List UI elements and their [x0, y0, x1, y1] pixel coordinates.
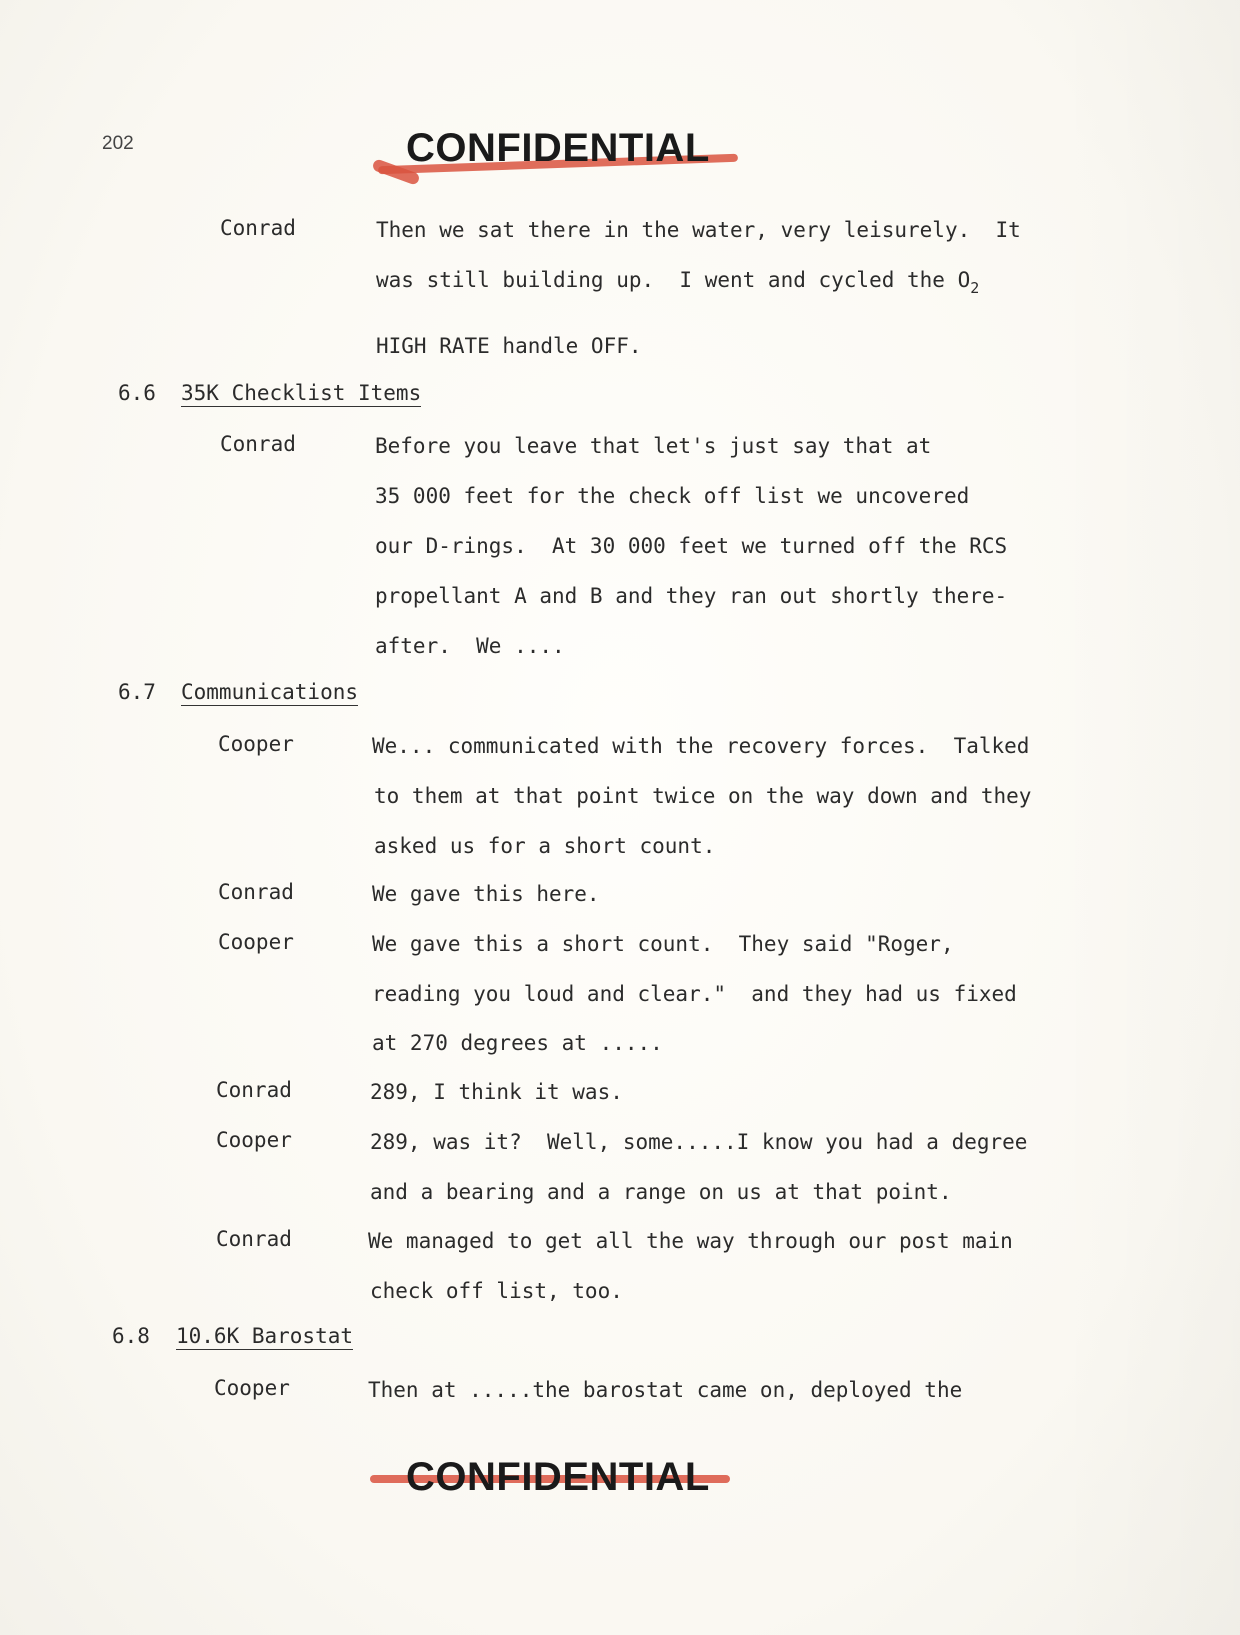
section-number: 6.8 — [112, 1324, 150, 1348]
transcript-line: 35 000 feet for the check off list we uncovered — [375, 484, 970, 508]
speaker-name: Cooper — [218, 732, 294, 756]
speaker-name: Cooper — [216, 1128, 292, 1152]
speaker-name: Conrad — [220, 432, 296, 456]
transcript-line: our D-rings. At 30 000 feet we turned off the RCS — [375, 534, 1008, 558]
section-number: 6.6 — [118, 381, 156, 405]
speaker-name: Conrad — [220, 216, 296, 240]
transcript-line: We... communicated with the recovery forces. Talked — [372, 734, 1030, 758]
section-title: Communications — [181, 680, 359, 704]
speaker-name: Conrad — [216, 1227, 292, 1251]
transcript-line: was still building up. I went and cycled the $O_2$ — [376, 268, 980, 297]
transcript-line: Then we sat there in the water, very leisurely. It — [376, 218, 1021, 242]
page-shadow — [1050, 0, 1240, 1635]
transcript-line: and a bearing and a range on us at that point. — [370, 1180, 952, 1204]
transcript-line: We gave this here. — [372, 882, 600, 906]
transcript-line: to them at that point twice on the way down and they — [374, 784, 1032, 808]
transcript-line: at 270 degrees at ..... — [372, 1031, 663, 1055]
speaker-name: Cooper — [214, 1376, 290, 1400]
section-title: 10.6K Barostat — [176, 1324, 354, 1348]
section-number: 6.7 — [118, 680, 156, 704]
speaker-name: Conrad — [216, 1078, 292, 1102]
section-title: 35K Checklist Items — [181, 381, 422, 405]
transcript-line: propellant A and B and they ran out shortly there- — [375, 584, 1008, 608]
speaker-name: Cooper — [218, 930, 294, 954]
transcript-line: after. We .... — [375, 634, 565, 658]
transcript-line: Before you leave that let's just say that at — [375, 434, 932, 458]
transcript-line: 289, was it? Well, some.....I know you had a degree — [370, 1130, 1028, 1154]
confidential-stamp-bottom: CONFIDENTIAL — [406, 1455, 710, 1499]
transcript-line: HIGH RATE handle OFF. — [376, 334, 642, 358]
speaker-name: Conrad — [218, 880, 294, 904]
transcript-line: asked us for a short count. — [374, 834, 716, 858]
transcript-line: 289, I think it was. — [370, 1080, 623, 1104]
transcript-line: reading you loud and clear." and they had us fixed — [372, 982, 1017, 1006]
page-number: 202 — [102, 133, 134, 154]
confidential-stamp-top: CONFIDENTIAL — [406, 126, 710, 170]
transcript-line: We managed to get all the way through our post main — [368, 1229, 1013, 1253]
transcript-line: We gave this a short count. They said "Roger, — [372, 932, 954, 956]
transcript-line: Then at .....the barostat came on, deployed the — [368, 1378, 963, 1402]
transcript-line: check off list, too. — [370, 1279, 623, 1303]
